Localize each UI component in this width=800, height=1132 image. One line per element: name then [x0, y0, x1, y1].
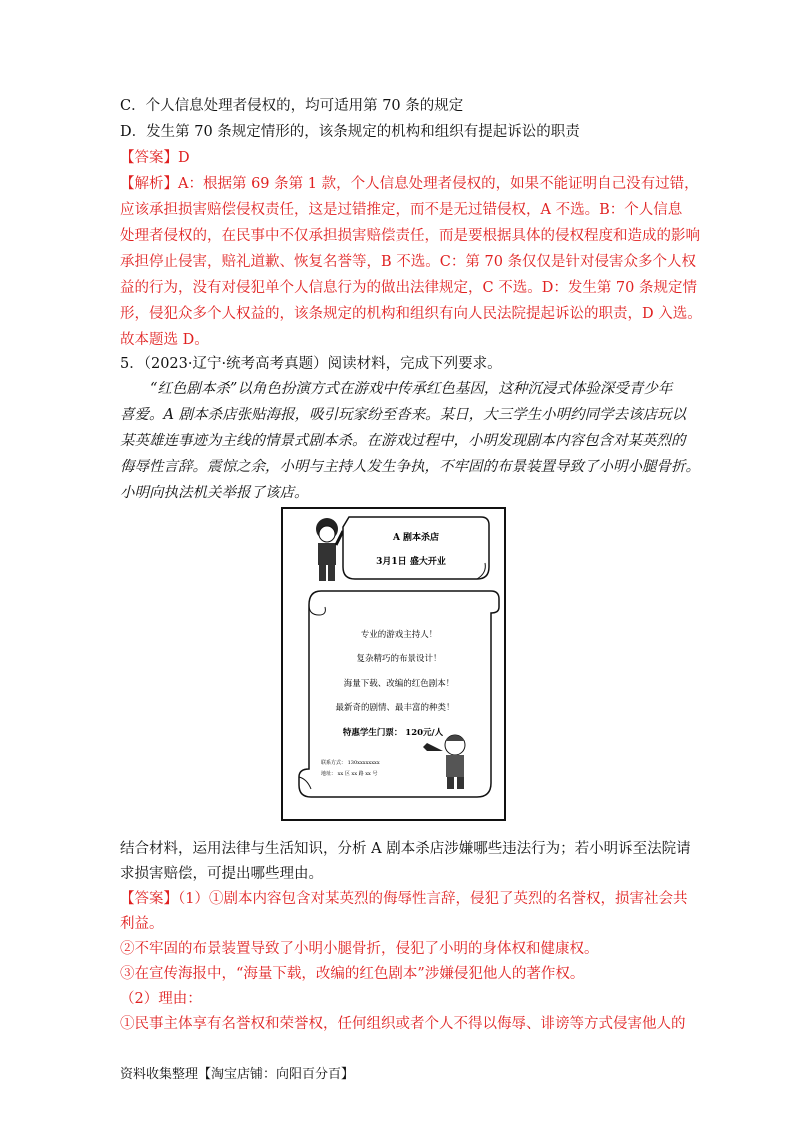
question-5-title: 5．（2023·辽宁·统考高考真题）阅读材料，完成下列要求。 [120, 356, 502, 372]
poster-line: 专业的游戏主持人！ [360, 630, 438, 640]
material-line: 某英雄连事迹为主线的情景式剧本杀。在游戏过程中，小明发现剧本内容包含对某英烈的 [120, 433, 686, 449]
poster-shop-name: A 剧本杀店 [392, 533, 440, 543]
poster-opening: 3月1日 盛大开业 [376, 557, 446, 567]
poster-line: 最新奇的剧情、最丰富的种类！ [335, 703, 455, 713]
option-d: D．发生第 70 条规定情形的，该条规定的机构和组织有提起诉讼的职责 [120, 124, 580, 140]
answer-value: D [178, 150, 190, 166]
poster-price: 特惠学生门票： 120元/人 [342, 728, 444, 738]
answer-5-line: ③在宣传海报中，“海量下载，改编的红色剧本”涉嫌侵犯他人的著作权。 [120, 966, 585, 982]
analysis-line: 处理者侵权的，在民事中不仅承担损害赔偿责任，而是要根据具体的侵权程度和造成的影响 [120, 228, 700, 244]
analysis-line: 故本题选 D。 [120, 332, 209, 348]
main-scroll [299, 591, 499, 797]
banner-scroll [343, 517, 489, 579]
question-line: 结合材料，运用法律与生活知识，分析 A 剧本杀店涉嫌哪些违法行为；若小明诉至法院请 [120, 841, 691, 857]
analysis-line: 益的行为，没有对侵犯单个人信息行为的做出法律规定，C 不选。D：发生第 70 条规定情 [120, 280, 697, 296]
poster-line: 复杂精巧的布景设计！ [356, 654, 442, 664]
material-line: 小明向执法机关举报了该店。 [120, 485, 309, 501]
analysis-line: 【解析】A：根据第 69 条第 1 款，个人信息处理者侵权的，如果不能证明自己没有过错， [120, 176, 699, 192]
answer-label: 【答案】 [120, 150, 178, 166]
answer-5-line: （2）理由： [120, 991, 202, 1007]
poster-contact: 联系方式： 130xxxxxxxx [321, 760, 380, 766]
answer-5-line: 【答案】（1）①剧本内容包含对某英烈的侮辱性言辞，侵犯了英烈的名誉权，损害社会共 [120, 891, 688, 907]
material-line: 喜爱。A 剧本杀店张贴海报，吸引玩家纷至沓来。某日，大三学生小明约同学去该店玩以 [120, 407, 687, 423]
poster-address: 地址： xx 区 xx 路 xx 号 [321, 771, 378, 777]
analysis-line: 承担停止侵害，赔礼道歉、恢复名誉等，B 不选。C：第 70 条仅仅是针对侵害众多个人权 [120, 254, 697, 270]
answer-5-line: ①民事主体享有名誉权和荣誉权，任何组织或者个人不得以侮辱、诽谤等方式侵害他人的 [120, 1016, 686, 1032]
option-c: C．个人信息处理者侵权的，均可适用第 70 条的规定 [120, 98, 464, 114]
analysis-line: 应该承担损害赔偿侵权责任，这是过错推定，而不是无过错侵权，A 不选。B：个人信息 [120, 202, 683, 218]
material-line: 侮辱性言辞。震惊之余，小明与主持人发生争执，不牢固的布景装置导致了小明小腿骨折。 [120, 459, 700, 475]
answer-5-line: ②不牢固的布景装置导致了小明小腿骨折，侵犯了小明的身体权和健康权。 [120, 941, 599, 957]
poster-image [281, 507, 506, 821]
answer-5-line: 利益。 [120, 916, 164, 932]
question-line: 求损害赔偿，可提出哪些理由。 [120, 866, 323, 882]
material-line: “红色剧本杀”以角色扮演方式在游戏中传承红色基因，这种沉浸式体验深受青少年 [150, 381, 673, 397]
poster-line: 海量下载、改编的红色剧本！ [343, 679, 455, 689]
answer-4 [120, 148, 190, 168]
analysis-line: 形，侵犯众多个人权益的，该条规定的机构和组织有向人民法院提起诉讼的职责，D 入选。 [120, 306, 702, 322]
page-footer: 资料收集整理【淘宝店铺：向阳百分百】 [120, 1067, 355, 1082]
